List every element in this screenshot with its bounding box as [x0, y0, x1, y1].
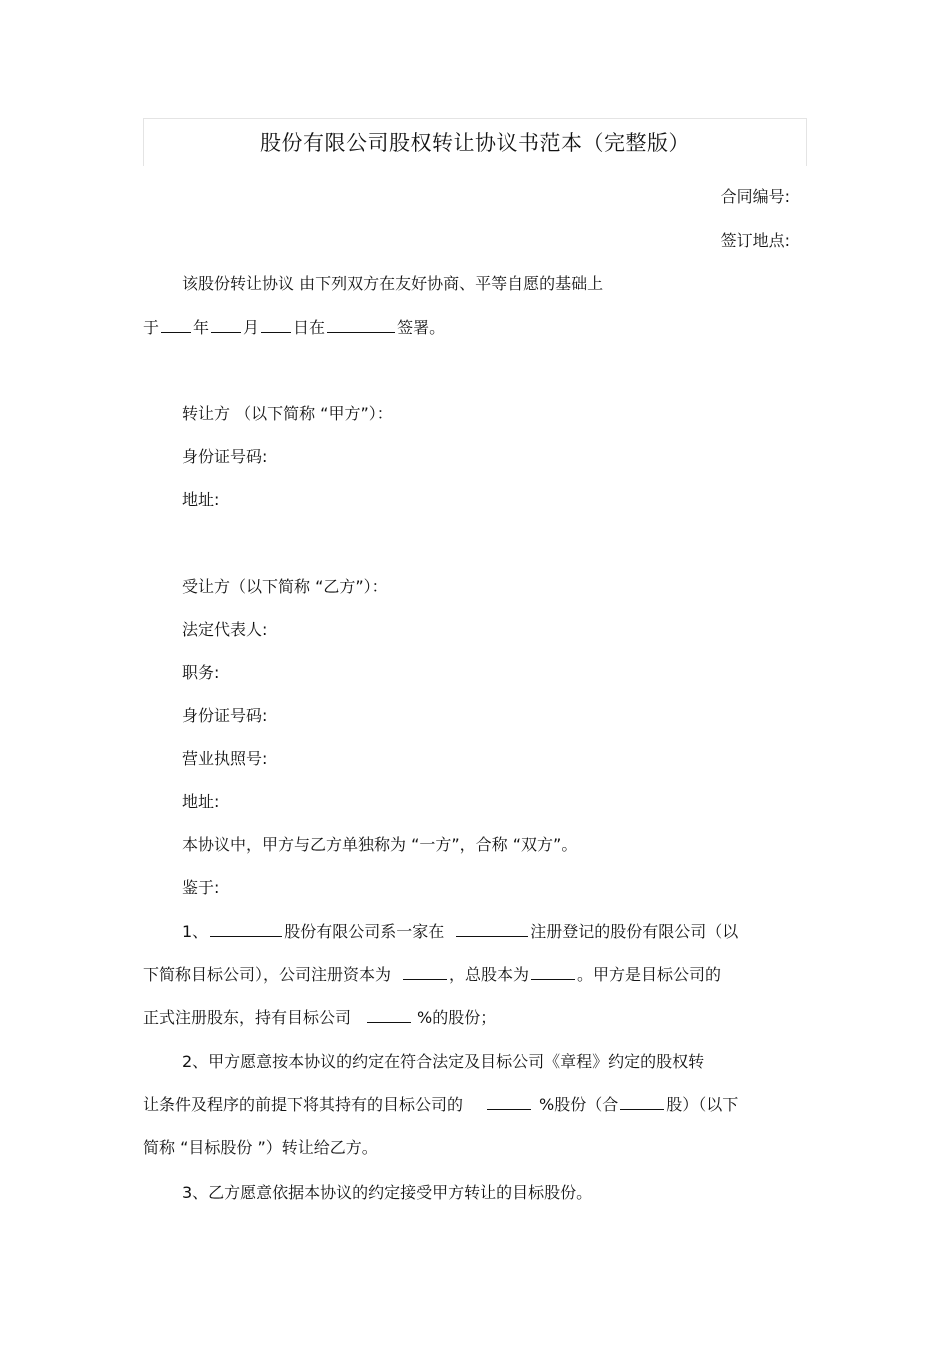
registered-capital-blank: [403, 965, 447, 980]
title-frame: [143, 118, 807, 166]
transfer-percent-blank: [487, 1095, 531, 1110]
intro-suffix: 签署。: [397, 318, 446, 337]
transfer-shares-blank: [620, 1095, 664, 1110]
clause-1-number: 1、: [182, 922, 209, 941]
company-name-blank: [210, 922, 282, 937]
clause-1-text-b: 股份有限公司系一家在: [284, 922, 445, 941]
clause-2-line-2-b: %股份（合: [539, 1095, 619, 1114]
total-shares-blank: [531, 965, 575, 980]
day-blank: [261, 318, 291, 333]
clause-1-line-2-c: 。甲方是目标公司的: [577, 965, 722, 984]
clause-2-line-2-a: 让条件及程序的前提下将其持有的目标公司的: [143, 1095, 464, 1114]
clause-1-line-2-b: ，总股本为: [449, 965, 530, 984]
party-b-id-label: 身份证号码:: [182, 706, 268, 725]
place-blank: [327, 318, 395, 333]
party-a-heading: 转让方 （以下简称 “甲方”）：: [182, 404, 393, 423]
signing-place-label: 签订地点:: [720, 231, 790, 250]
party-b-heading: 受让方（以下简称 “乙方”）：: [182, 577, 388, 596]
clause-1-line-2-a: 下简称目标公司），公司注册资本为: [143, 965, 392, 984]
clause-1-line-3: [143, 1008, 496, 1028]
party-a-id-label: 身份证号码:: [182, 447, 268, 466]
clause-2-line-2: [143, 1095, 738, 1115]
share-percent-blank: [367, 1008, 411, 1023]
clause-2-line-1: 2、甲方愿意按本协议的约定在符合法定及目标公司《章程》约定的股权转: [182, 1052, 705, 1071]
clause-3: 3、乙方愿意依据本协议的约定接受甲方转让的目标股份。: [182, 1183, 593, 1202]
clause-1-line-3-a: 正式注册股东，持有目标公司: [143, 1008, 352, 1027]
party-b-address-label: 地址:: [182, 792, 220, 811]
intro-line-2: [143, 318, 445, 338]
party-b-license-label: 营业执照号:: [182, 749, 268, 768]
party-a-address-label: 地址:: [182, 490, 220, 509]
clause-2-line-2-c: 股）（以下: [666, 1095, 739, 1114]
party-b-legal-rep-label: 法定代表人:: [182, 620, 268, 639]
clause-1-text-c: 注册登记的股份有限公司（以: [530, 922, 739, 941]
registration-place-blank: [456, 922, 528, 937]
intro-month: 月: [243, 318, 260, 337]
clause-1-line-3-b: %的股份；: [417, 1008, 497, 1027]
intro-year: 年: [193, 318, 210, 337]
definition-paragraph: 本协议中，甲方与乙方单独称为 “一方”，合称 “双方”。: [182, 835, 578, 854]
clause-1-line-1: [182, 922, 738, 942]
document-title: 股份有限公司股权转让协议书范本（完整版）: [260, 131, 690, 155]
clause-2-line-3: 简称 “目标股份 ”）转让给乙方。: [143, 1138, 378, 1157]
clause-1-line-2: [143, 965, 721, 985]
year-blank: [161, 318, 191, 333]
intro-prefix: 于: [143, 318, 160, 337]
party-b-position-label: 职务:: [182, 663, 220, 682]
intro-day: 日在: [293, 318, 326, 337]
month-blank: [211, 318, 241, 333]
intro-line-1: 该股份转让协议 由下列双方在友好协商、平等自愿的基础上: [182, 274, 604, 293]
contract-number-label: 合同编号:: [720, 187, 790, 206]
whereas-label: 鉴于:: [182, 878, 220, 897]
